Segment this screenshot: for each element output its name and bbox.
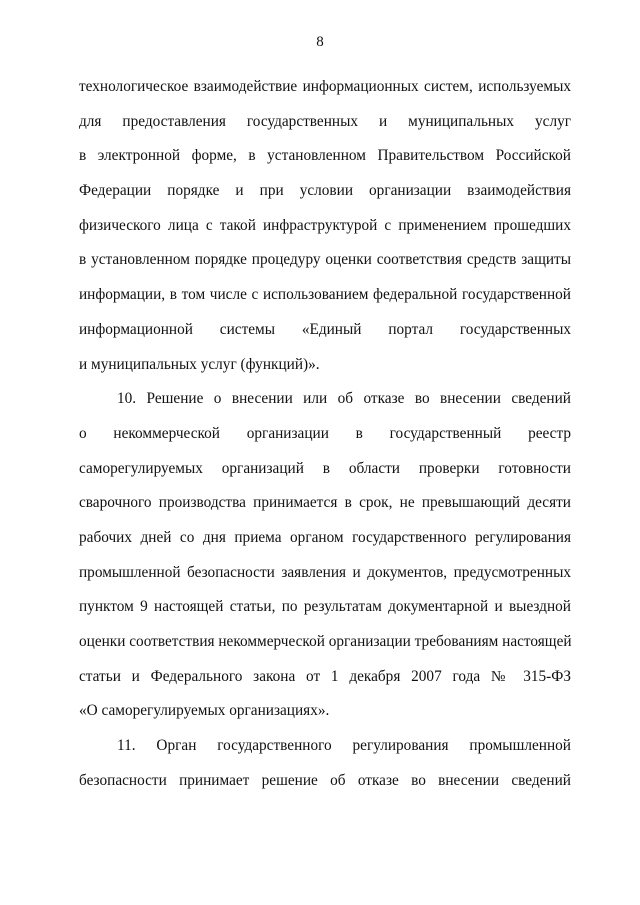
- text-line: в электронной форме, в установленном Правительством Российской: [79, 147, 571, 165]
- text-line: в установленном порядке процедуру оценки соответствия средств защиты: [79, 251, 571, 269]
- paragraph-continuation: [79, 70, 571, 382]
- page-number: 8: [316, 34, 324, 50]
- text-line: Федерации порядке и при условии организации взаимодействия: [79, 182, 571, 200]
- text-line: статьи и Федерального закона от 1 декабря 2007 года № 315-ФЗ: [79, 667, 571, 685]
- paragraph-item-11: [79, 729, 571, 798]
- text-line: информации, в том числе с использованием федеральной государственной: [79, 286, 571, 304]
- text-line: и муниципальных услуг (функций)».: [79, 355, 320, 373]
- text-line: рабочих дней со дня приема органом государственного регулирования: [79, 528, 571, 546]
- text-line: информационной системы «Единый портал государственных: [79, 320, 571, 338]
- text-line: технологическое взаимодействие информационных систем, используемых: [79, 78, 571, 95]
- text-line: для предоставления государственных и муниципальных услуг: [79, 112, 571, 130]
- text-line: физического лица с такой инфраструктурой с применением прошедших: [79, 216, 571, 234]
- paragraph-item-10: [79, 382, 571, 729]
- text-line: 10. Решение о внесении или об отказе во внесении сведений: [117, 390, 571, 408]
- text-line: саморегулируемых организаций в области проверки готовности: [79, 459, 571, 477]
- text-line: о некоммерческой организации в государственный реестр: [79, 424, 571, 442]
- text-line: промышленной безопасности заявления и документов, предусмотренных: [79, 563, 571, 581]
- text-line: безопасности принимает решение об отказе во внесении сведений: [79, 771, 571, 789]
- text-line: оценки соответствия некоммерческой организации требованиям настоящей: [79, 633, 572, 650]
- text-line: сварочного производства принимается в срок, не превышающий десяти: [79, 494, 571, 512]
- document-body: [79, 70, 571, 798]
- text-line: 11. Орган государственного регулирования промышленной: [117, 737, 571, 755]
- text-line: пунктом 9 настоящей статьи, по результатам документарной и выездной: [79, 598, 571, 616]
- text-line: «О саморегулируемых организациях».: [79, 702, 330, 720]
